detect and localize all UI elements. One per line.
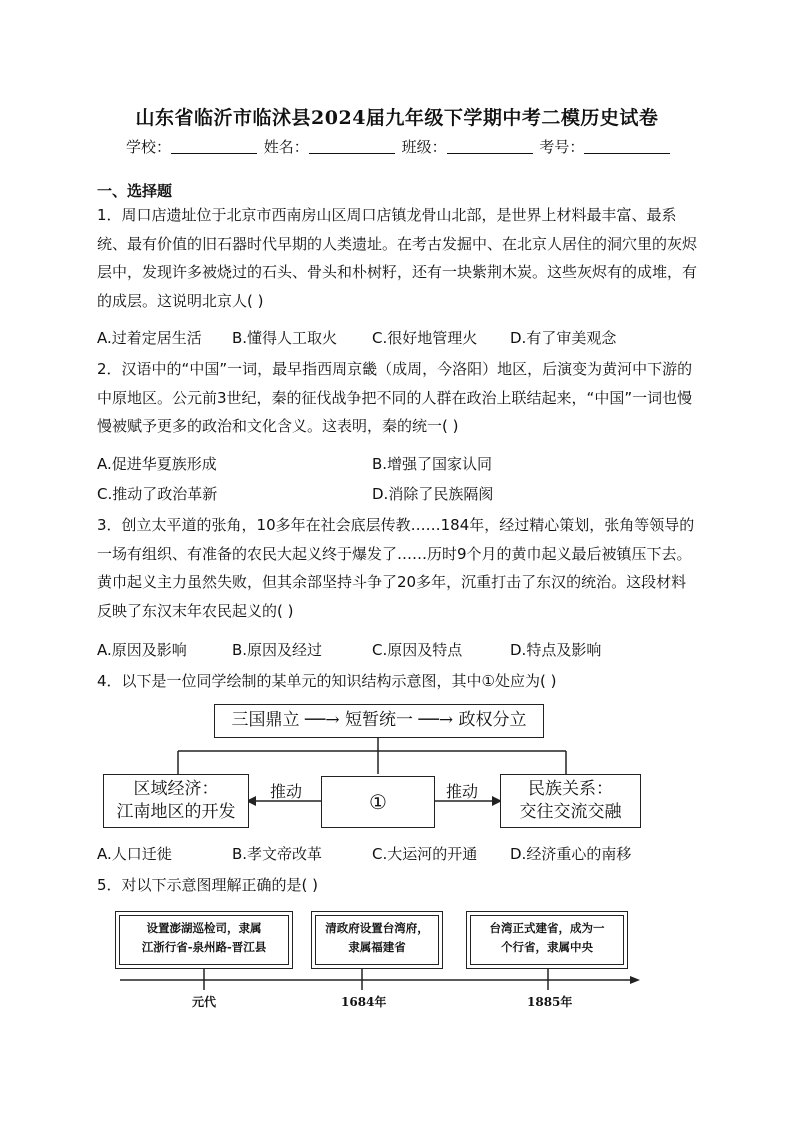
question-5-stem: 5．对以下示意图理解正确的是( ) bbox=[97, 876, 319, 894]
timeline-box-line: 江浙行省-泉州路-晋江县 bbox=[141, 940, 267, 954]
option[interactable]: D.特点及影响 bbox=[510, 641, 602, 659]
timeline-label-1684: 1684年 bbox=[341, 995, 387, 1009]
school-label: 学校： bbox=[126, 138, 172, 156]
diagram-top-box: 三国鼎立 ──→ 短暂统一 ──→ 政权分立 bbox=[214, 704, 544, 738]
question-4-stem: 4．以下是一位同学绘制的某单元的知识结构示意图，其中①处应为( ) bbox=[97, 672, 557, 690]
timeline-label-yuan: 元代 bbox=[192, 995, 217, 1009]
option[interactable]: C.很好地管理火 bbox=[372, 329, 478, 347]
option[interactable]: B.懂得人工取火 bbox=[232, 329, 338, 347]
timeline-box-yuan bbox=[115, 911, 293, 969]
left-box-line1: 区域经济： bbox=[133, 779, 219, 799]
timeline-box-inner bbox=[470, 915, 624, 965]
question-2-stem: 2．汉语中的“中国”一词，最早指西周京畿（成周，今洛阳）地区，后演变为黄河中下游的中原地区。公元前3世纪，秦的征伐战争把不同的人群在政治上联结起来，“中国”一词也慢慢被赋予更多的政治和文化含义。这表明，秦的统一( ) bbox=[97, 360, 693, 435]
option[interactable]: B.原因及经过 bbox=[232, 641, 323, 659]
timeline-box-1885 bbox=[466, 911, 628, 969]
timeline-box-line: 个行省，隶属中央 bbox=[501, 940, 593, 954]
timeline-box-inner bbox=[119, 915, 289, 965]
option[interactable]: A.人口迁徙 bbox=[97, 845, 172, 863]
timeline-box-1684 bbox=[311, 911, 443, 969]
timeline-box-line: 隶属福建省 bbox=[348, 940, 406, 954]
question-1-stem: 1．周口店遗址位于北京市西南房山区周口店镇龙骨山北部，是世界上材料最丰富、最系统、最有价值的旧石器时代早期的人类遗址。在考古发掘中、在北京人居住的洞穴里的灰烬层中，发现许多被烧过的石头、骨头和朴树籽，还有一块紫荆木炭。这些灰烬有的成堆，有的成层。这说明北京人( ) bbox=[97, 206, 698, 310]
timeline-box-line: 设置澎湖巡检司，隶属 bbox=[146, 921, 262, 935]
option[interactable]: B.孝文帝改革 bbox=[232, 845, 323, 863]
right-box-line2: 交往交流交融 bbox=[519, 802, 622, 822]
timeline-box-line: 清政府设置台湾府， bbox=[325, 921, 429, 935]
arrow-left-label: 推动 bbox=[270, 782, 303, 801]
right-box-line1: 民族关系： bbox=[528, 779, 613, 799]
left-box-line2: 江南地区的开发 bbox=[116, 802, 236, 822]
option[interactable]: C.大运河的开通 bbox=[372, 845, 478, 863]
diagram-center-box: ① bbox=[321, 776, 435, 828]
option[interactable]: B.增强了国家认同 bbox=[372, 455, 493, 473]
timeline-box-inner bbox=[315, 915, 439, 965]
option[interactable]: A.原因及影响 bbox=[97, 641, 187, 659]
section-heading: 一、选择题 bbox=[97, 182, 173, 200]
arrow-right-label: 推动 bbox=[446, 782, 479, 801]
option[interactable]: D.经济重心的南移 bbox=[510, 845, 632, 863]
question-3-stem: 3．创立太平道的张角，10多年在社会底层传教……184年，经过精心策划，张角等领导的一场有组织、有准备的农民大起义终于爆发了……历时9个月的黄巾起义最后被镇压下去。黄巾起义主力虽然失败，但其余部坚持斗争了20多年，沉重打击了东汉的统治。这段材料反映了东汉末年农民起义的( ) bbox=[97, 516, 695, 620]
timeline-box-line: 台湾正式建省，成为一 bbox=[489, 921, 605, 935]
option[interactable]: C.推动了政治革新 bbox=[97, 485, 218, 503]
timeline-label-1885: 1885年 bbox=[527, 995, 573, 1009]
exam-no-label: 考号： bbox=[539, 138, 585, 156]
name-label: 姓名： bbox=[263, 138, 309, 156]
option[interactable]: D.消除了民族隔阂 bbox=[372, 485, 494, 503]
exam-title: 山东省临沂市临沭县2024届九年级下学期中考二模历史试卷 bbox=[135, 107, 659, 129]
option[interactable]: A.促进华夏族形成 bbox=[97, 455, 217, 473]
option[interactable]: C.原因及特点 bbox=[372, 641, 463, 659]
option[interactable]: D.有了审美观念 bbox=[510, 329, 617, 347]
option[interactable]: A.过着定居生活 bbox=[97, 329, 202, 347]
class-label: 班级： bbox=[401, 138, 447, 156]
